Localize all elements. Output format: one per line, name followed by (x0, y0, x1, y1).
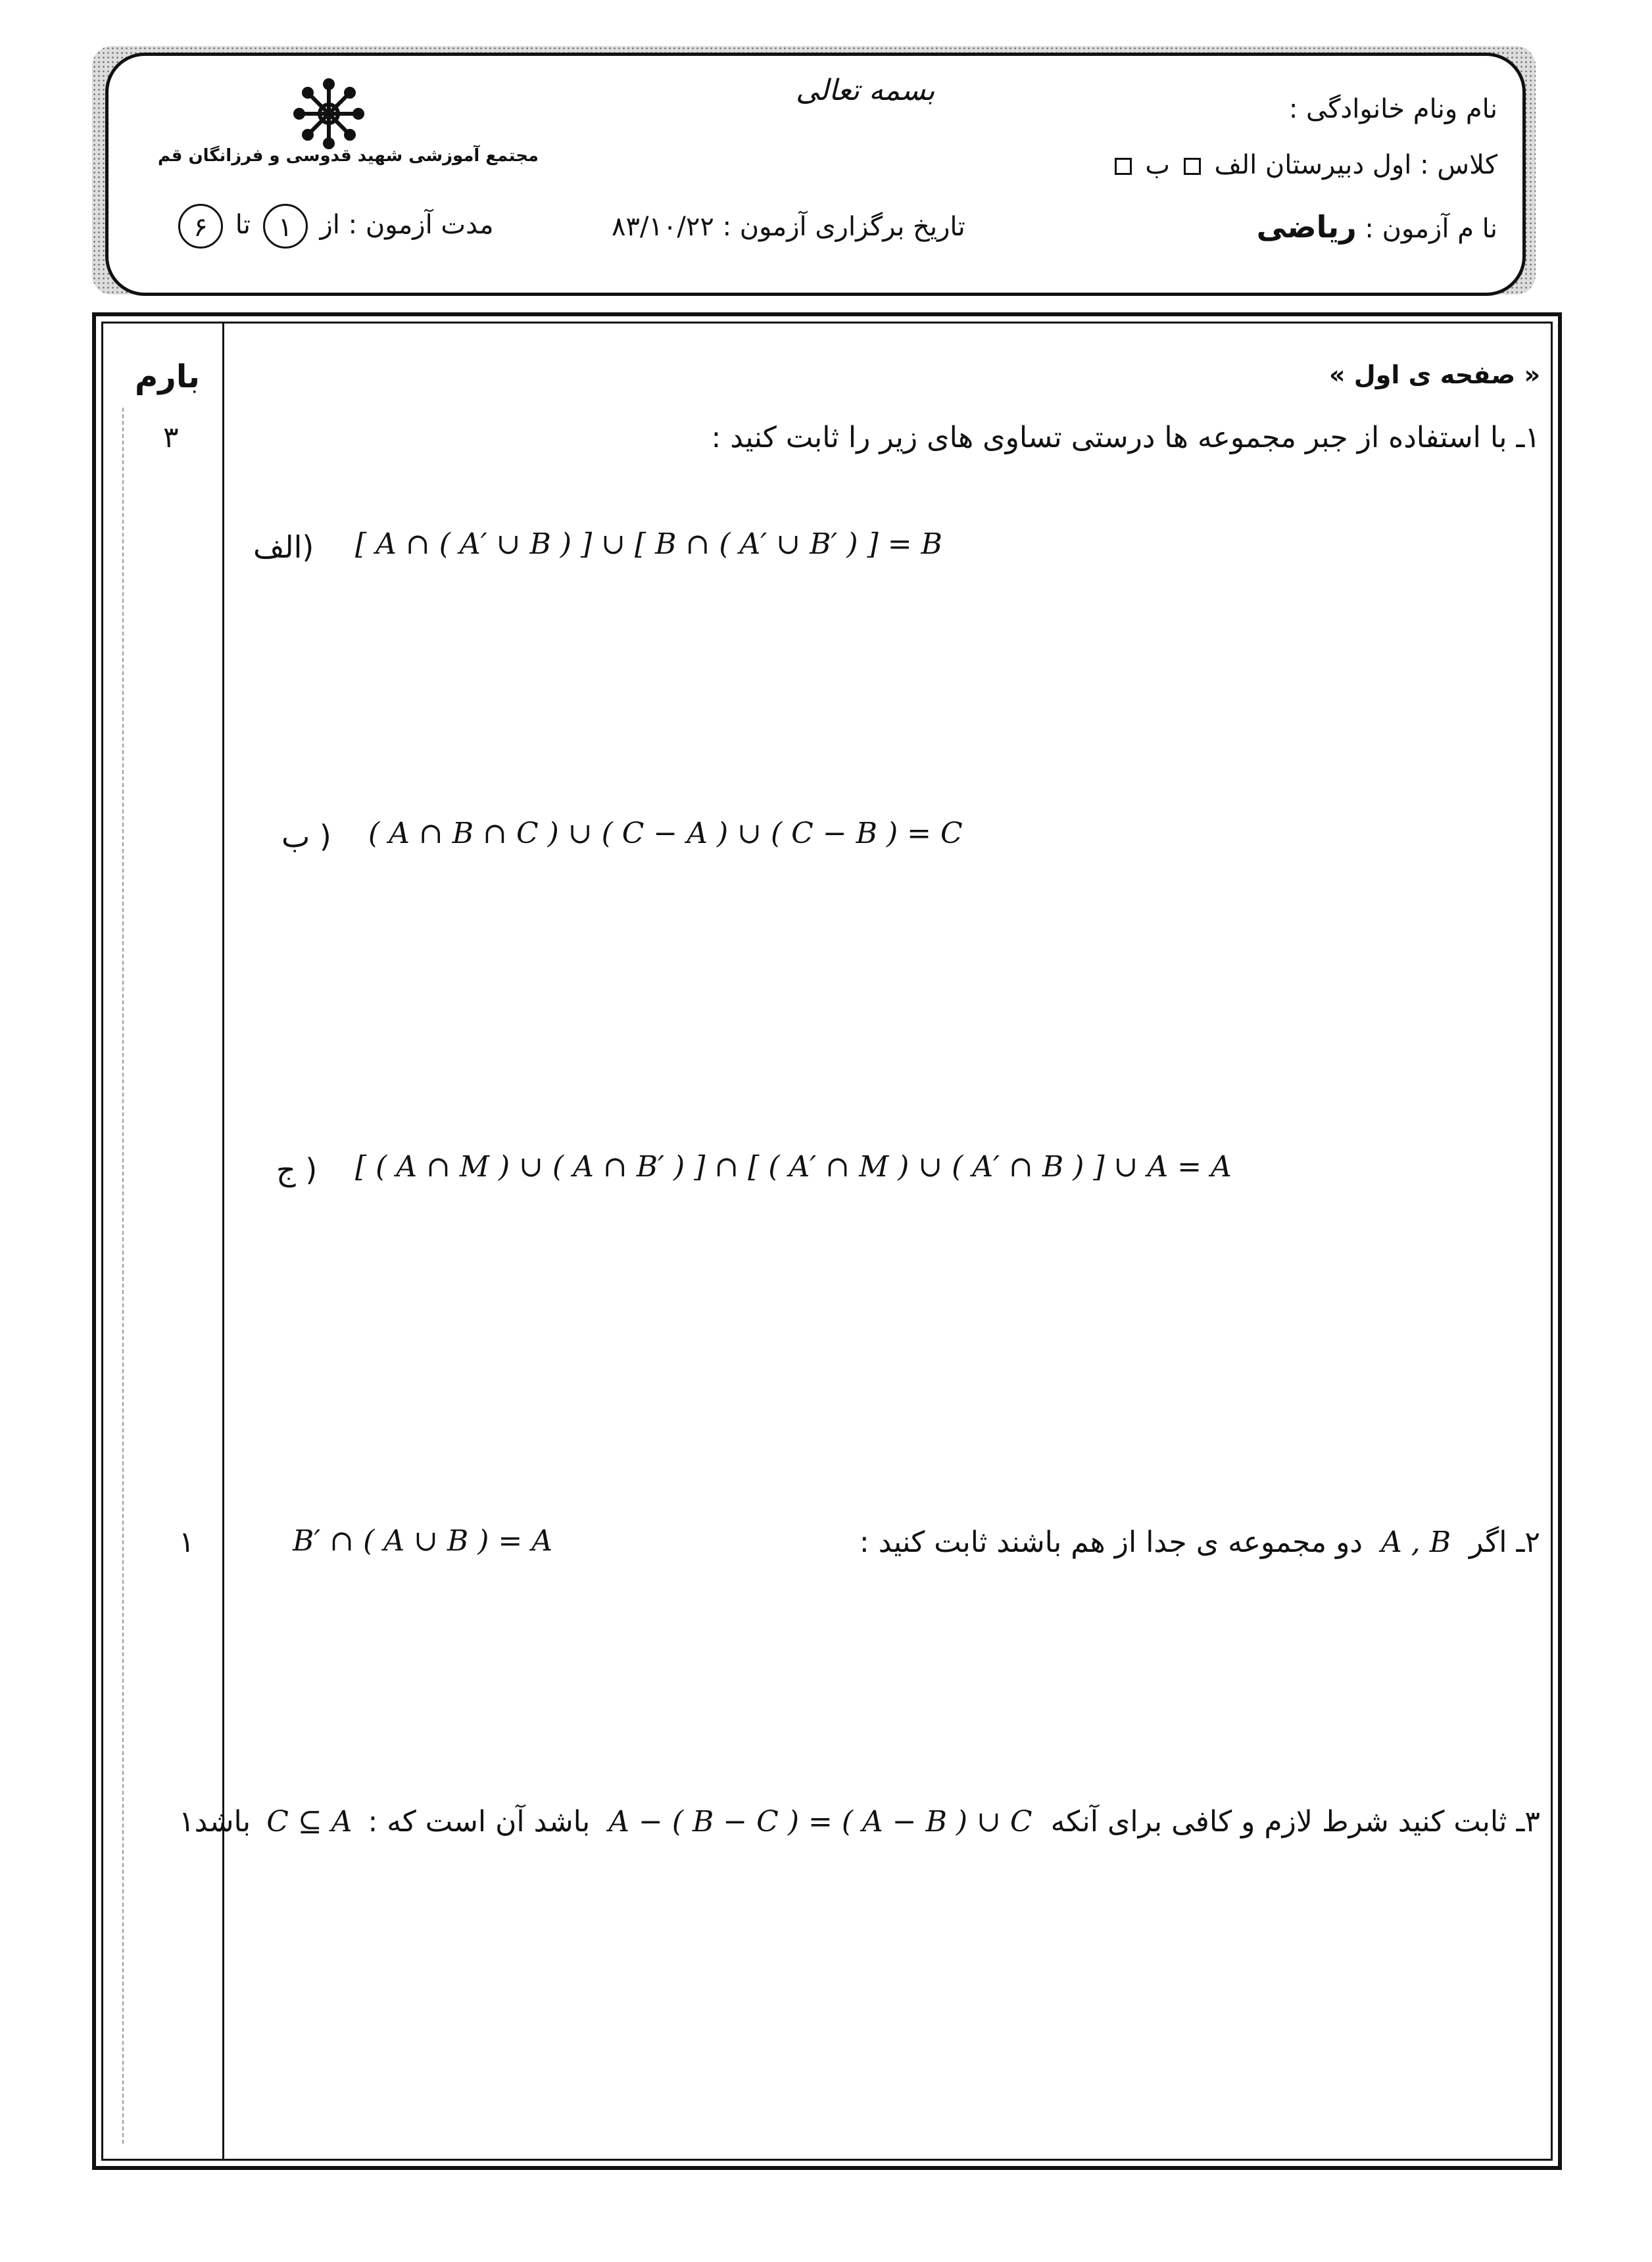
question-3-formula: A − ( B − C ) = ( A − B ) ∪ C (608, 1805, 1032, 1839)
question-3-end: باشد (194, 1805, 251, 1839)
class-option-a-checkbox[interactable] (1184, 158, 1201, 175)
question-1c-formula: [ ( A ∩ M ) ∪ ( A ∩ B′ ) ] ∩ [ ( A′ ∩ M ) ∪ ( A′ ∩ B ) ] ∪ A = A (355, 1150, 1232, 1184)
question-3-text (195, 1805, 1540, 1839)
bismillah: بسمه تعالی (796, 74, 935, 107)
exam-name-value: ریاضی (1256, 209, 1357, 245)
margin-guide (122, 408, 124, 2144)
question-2-prefix: ۲ـ اگر (1469, 1526, 1540, 1559)
question-1a-formula: [ A ∩ ( A′ ∪ B ) ] ∪ [ B ∩ ( A′ ∪ B′ ) ] = B (355, 527, 942, 561)
question-2-formula: B′ ∩ ( A ∪ B ) = A (293, 1524, 553, 1558)
school-name: مجتمع آموزشی شهید قدوسی و فرزانگان قم (158, 146, 539, 166)
question-1-mark: ۳ (163, 421, 179, 454)
duration-label: مدت آزمون : از (320, 210, 494, 240)
question-1a-label: (الف (253, 529, 314, 565)
exam-date: تاریخ برگزاری آزمون : ۸۳/۱۰/۲۲ (612, 212, 965, 242)
duration-row (174, 204, 494, 249)
question-1b-formula: ( A ∩ B ∩ C ) ∪ ( C − A ) ∪ ( C − B ) = C (368, 817, 963, 850)
question-3-rest: باشد آن است که : (368, 1805, 591, 1839)
page-from-number: ۱ (263, 204, 308, 249)
question-2-text (860, 1526, 1540, 1559)
exam-name-label: نا م آزمون : (1365, 214, 1497, 244)
question-3-condition: C ⊆ A (266, 1805, 352, 1839)
marks-column-divider (222, 322, 224, 2161)
question-1-text: ۱ـ با استفاده از جبر مجموعه ها درستی تساوی های زیر را ثابت کنید : (711, 421, 1540, 454)
question-2-vars: A , B (1380, 1526, 1451, 1559)
question-2-rest: دو مجموعه ی جدا از هم باشند ثابت کنید : (859, 1526, 1363, 1559)
class-option-b-label: ب (1145, 150, 1171, 180)
school-logo-icon (289, 78, 368, 150)
question-1c-label: ( ج (276, 1152, 318, 1188)
marks-header: بارم (135, 358, 200, 395)
page-label: « صفحه ی اول » (1329, 360, 1540, 389)
question-1b-label: ( ب (281, 819, 331, 854)
duration-to: تا (235, 210, 251, 240)
page-to-number: ۶ (178, 204, 223, 249)
class-option-b-checkbox[interactable] (1115, 158, 1132, 175)
class-row (1109, 150, 1497, 180)
class-label: کلاس : اول دبیرستان الف (1214, 150, 1497, 180)
question-2-mark: ۱ (179, 1526, 195, 1559)
exam-frame-inner (101, 322, 1553, 2161)
family-name-label: نام ونام خانوادگی : (1288, 94, 1497, 124)
question-3-mark: ۱ (179, 1805, 195, 1839)
exam-name-row (1257, 209, 1497, 245)
question-3-prefix: ۳ـ ثابت کنید شرط لازم و کافی برای آنکه (1050, 1805, 1540, 1839)
